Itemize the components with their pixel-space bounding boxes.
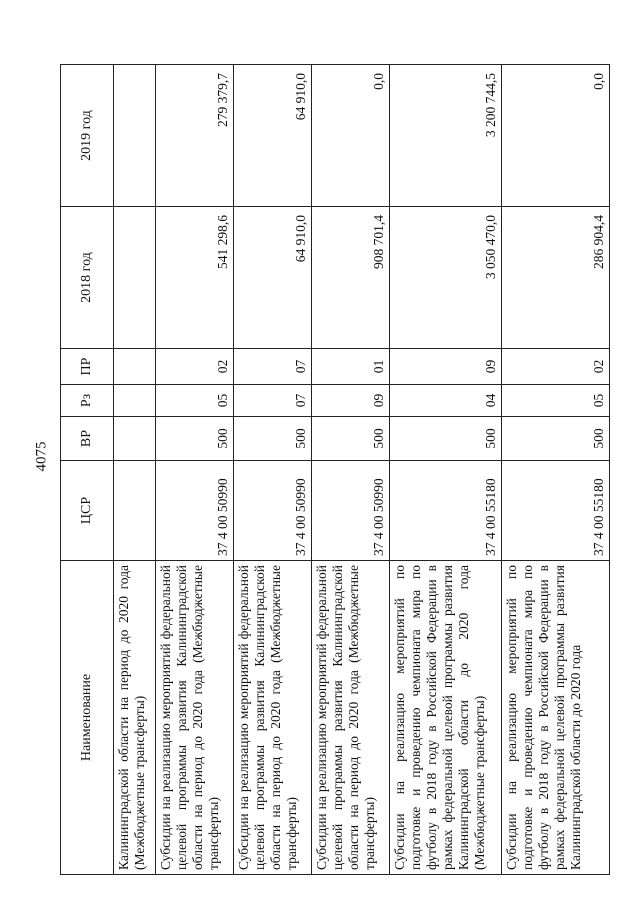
row-rz: 09 (312, 385, 390, 417)
row-vr (114, 417, 156, 461)
row-rz: 04 (390, 385, 502, 417)
row-name: Субсидии на реализацию мероприятий федеральной целевой программы развития Калининградской области на период до 2020 года (Межбюджетные трансферты) (156, 561, 234, 875)
row-2018: 908 701,4 (312, 207, 390, 349)
row-name: Субсидии на реализацию мероприятий по подготовке и проведению чемпионата мира по футболу в 2018 году в Российской Федерации в рамках федеральной целевой программы развития Калининградской области до 2020 года (Межбюджетные трансферты) (390, 561, 502, 875)
row-2018: 286 904,4 (502, 207, 610, 349)
row-pr: 01 (312, 349, 390, 385)
budget-table-container (60, 65, 605, 875)
row-name: Субсидии на реализацию мероприятий федеральной целевой программы развития Калининградской области на период до 2020 года (Межбюджетные трансферты) (312, 561, 390, 875)
row-vr: 500 (502, 417, 610, 461)
row-name: Субсидии на реализацию мероприятий по подготовке и проведению чемпионата мира по футболу в 2018 году в Российской Федерации в рамках федеральной целевой программы развития Калининградской области до 2020 года (502, 561, 610, 875)
row-vr: 500 (156, 417, 234, 461)
header-name: Наименование (61, 561, 114, 875)
row-name: Калининградской области на период до 2020 года (Межбюджетные трансферты) (114, 561, 156, 875)
row-vr: 500 (312, 417, 390, 461)
header-rz: Рз (61, 385, 114, 417)
table-header-row (61, 65, 114, 875)
row-pr: 09 (390, 349, 502, 385)
table-row (502, 65, 610, 875)
row-pr: 02 (156, 349, 234, 385)
row-2018: 541 298,6 (156, 207, 234, 349)
row-vr: 500 (234, 417, 312, 461)
row-2019: 3 200 744,5 (390, 65, 502, 207)
header-vr: ВР (61, 417, 114, 461)
row-rz: 05 (502, 385, 610, 417)
row-pr (114, 349, 156, 385)
row-2019: 279 379,7 (156, 65, 234, 207)
row-2019: 0,0 (312, 65, 390, 207)
table-row (114, 65, 156, 875)
row-csr: 37 4 00 50990 (156, 461, 234, 561)
row-csr: 37 4 00 55180 (502, 461, 610, 561)
header-2018: 2018 год (61, 207, 114, 349)
table-row (312, 65, 390, 875)
row-2019: 64 910,0 (234, 65, 312, 207)
row-vr: 500 (390, 417, 502, 461)
row-2019: 0,0 (502, 65, 610, 207)
row-csr: 37 4 00 55180 (390, 461, 502, 561)
table-row (390, 65, 502, 875)
row-rz: 05 (156, 385, 234, 417)
row-2018 (114, 207, 156, 349)
row-csr: 37 4 00 50990 (312, 461, 390, 561)
row-rz (114, 385, 156, 417)
row-csr (114, 461, 156, 561)
table-row (156, 65, 234, 875)
header-csr: ЦСР (61, 461, 114, 561)
row-2019 (114, 65, 156, 207)
budget-table (60, 64, 610, 875)
row-2018: 64 910,0 (234, 207, 312, 349)
row-csr: 37 4 00 50990 (234, 461, 312, 561)
row-pr: 02 (502, 349, 610, 385)
row-2018: 3 050 470,0 (390, 207, 502, 349)
table-row (234, 65, 312, 875)
header-pr: ПР (61, 349, 114, 385)
row-pr: 07 (234, 349, 312, 385)
row-name: Субсидии на реализацию мероприятий федеральной целевой программы развития Калининградской области на период до 2020 года (Межбюджетные трансферты) (234, 561, 312, 875)
page-number: 4075 (33, 441, 50, 472)
header-2019: 2019 год (61, 65, 114, 207)
row-rz: 07 (234, 385, 312, 417)
